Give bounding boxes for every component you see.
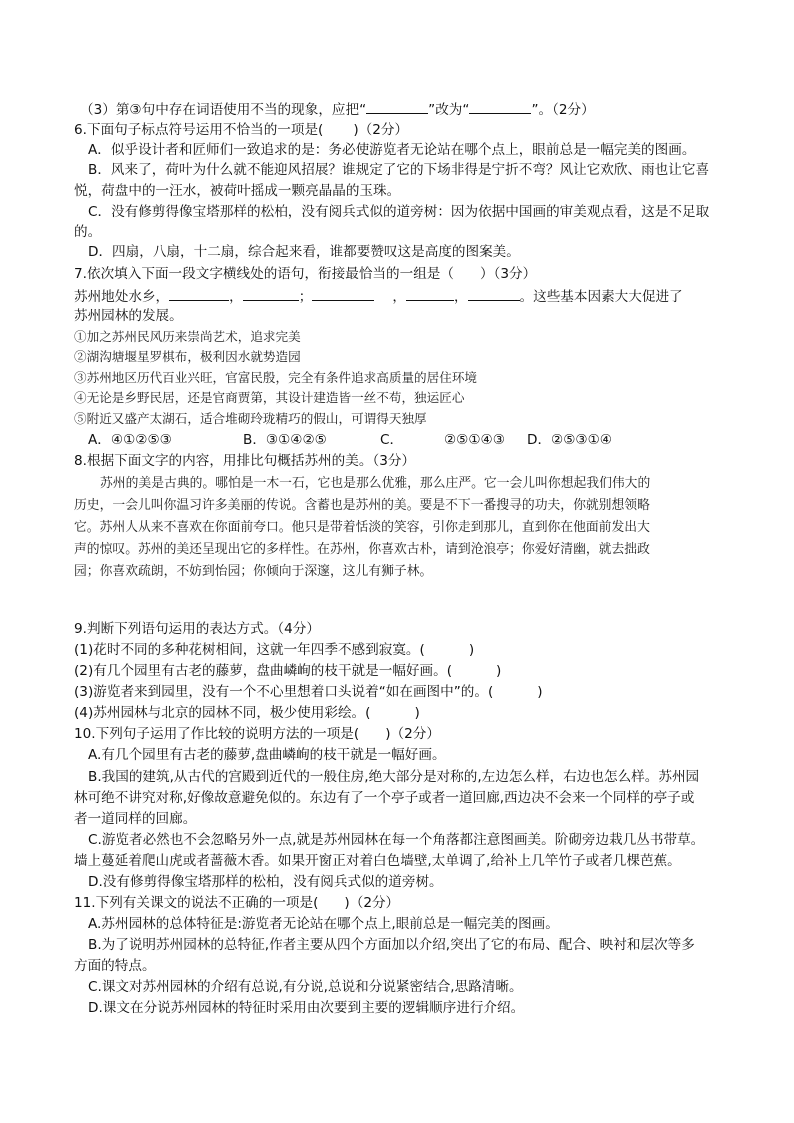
question-11: 11.下列有关课文的说法不正确的一项是( )（2分） — [74, 895, 400, 911]
question-9: 9.判断下列语句运用的表达方式。（4分） — [74, 621, 320, 637]
option-11b-cont: 方面的特点。 — [74, 958, 156, 974]
passage-line: 声的惊叹。苏州的美还呈现出它的多样性。在苏州，你喜欢古朴，请到沧浪亭；你爱好清幽，就去拙政 — [74, 542, 650, 557]
answer-blank[interactable] — [169, 286, 229, 301]
question-9-3: (3)游览者来到园里，没有一个不心里想着口头说着“如在画图中”的。( ) — [74, 684, 543, 700]
option-6c-cont: 的。 — [74, 224, 102, 240]
option-10c-cont: 墙上蔓延着爬山虎或者蔷薇木香。如果开窗正对着白色墙壁,太单调了,给补上几竿竹子或者几棵芭蕉。 — [74, 853, 681, 869]
option-10a: A.有几个园里有古老的藤萝,盘曲嶙峋的枝干就是一幅好画。 — [88, 747, 446, 763]
option-10b-cont: 林可绝不讲究对称,好像故意避免似的。东边有了一个亭子或者一道回廊,西边决不会来一个同样的亭子或 — [74, 790, 695, 806]
question-9-2: (2)有几个园里有古老的藤萝，盘曲嶙峋的枝干就是一幅好画。( ) — [74, 663, 502, 679]
question-7: 7.依次填入下面一段文字横线处的语句，衔接最恰当的一组是（ ）（3分） — [74, 266, 537, 282]
option-6b-cont: 悦，荷盘中的一汪水，被荷叶摇成一颗亮晶晶的玉珠。 — [74, 183, 401, 199]
option-6b: B．风来了，荷叶为什么就不能迎风招展？谁规定了它的下场非得是宁折不弯？风让它欢欣、雨也让它喜 — [88, 162, 710, 178]
option-7b: B．③①④②⑤ — [243, 432, 327, 448]
option-7a: A．④①②⑤③ — [88, 432, 172, 448]
option-7c: C． — [380, 432, 404, 448]
option-11d: D.课文在分说苏州园林的特征时采用由次要到主要的逻辑顺序进行介绍。 — [88, 1000, 525, 1016]
question-10: 10.下列句子运用了作比较的说明方法的一项是( )（2分） — [74, 726, 440, 742]
option-7d: D．②⑤③①④ — [527, 432, 612, 448]
sentence-3: ③苏州地区历代百业兴旺，官富民殷，完全有条件追求高质量的居住环境 — [74, 370, 477, 385]
option-6a: A．似乎设计者和匠师们一致追求的是：务必使游览者无论站在哪个点上，眼前总是一幅完美的图画。 — [88, 142, 696, 158]
question-7-text-cont: 苏州园林的发展。 — [74, 308, 183, 324]
answer-blank[interactable] — [406, 286, 454, 301]
option-11a: A.苏州园林的总体特征是:游览者无论站在哪个点上,眼前总是一幅完美的图画。 — [88, 916, 559, 932]
question-5-3: （3）第③句中存在词语使用不当的现象，应把“ ”改为“ ”。（2分） — [80, 99, 595, 120]
answer-blank[interactable] — [312, 286, 374, 301]
option-11b: B.为了说明苏州园林的总特征,作者主要从四个方面加以介绍,突出了它的布局、配合、映衬和层次等多 — [88, 937, 695, 953]
sentence-1: ①加之苏州民风历来崇尚艺术，追求完美 — [74, 329, 301, 344]
answer-blank[interactable] — [366, 99, 428, 114]
option-7c-value: ②⑤①④③ — [444, 432, 505, 448]
question-9-1: (1)花时不同的多种花树相间，这就一年四季不感到寂寞。( ) — [74, 642, 475, 658]
answer-blank[interactable] — [469, 99, 531, 114]
sentence-4: ④无论是乡野民居，还是官商贾第，其设计建造皆一丝不苟，独运匠心 — [74, 390, 465, 405]
question-6: 6.下面句子标点符号运用不恰当的一项是( )（2分） — [74, 122, 409, 138]
option-10d: D.没有修剪得像宝塔那样的松柏，没有阅兵式似的道旁树。 — [88, 874, 443, 890]
passage-line: 苏州的美是古典的。哪怕是一木一石，它也是那么优雅，那么庄严。它一会儿叫你想起我们伟大的 — [100, 476, 651, 491]
option-6c: C．没有修剪得像宝塔那样的松柏，没有阅兵式似的道旁树：因为依据中国画的审美观点看，这是不足取 — [88, 204, 710, 220]
option-6d: D．四扇，八扇，十二扇，综合起来看，谁都要赞叹这是高度的图案美。 — [88, 244, 520, 260]
question-8: 8.根据下面文字的内容，用排比句概括苏州的美。（3分） — [74, 453, 416, 469]
answer-blank[interactable] — [468, 286, 520, 301]
passage-line: 它。苏州人从来不喜欢在你面前夸口。他只是带着恬淡的笑容，引你走到那儿，直到你在他面前发出大 — [74, 520, 650, 535]
answer-blank[interactable] — [243, 286, 299, 301]
option-10b: B.我国的建筑,从古代的宫殿到近代的一般住房,绝大部分是对称的,左边怎么样，右边也怎么样。苏州园 — [88, 769, 700, 785]
option-10c: C.游览者必然也不会忽略另外一点,就是苏州园林在每一个角落都注意图画美。阶砌旁边栽几丛书带草。 — [88, 832, 705, 848]
question-9-4: (4)苏州园林与北京的园林不同，极少使用彩绘。( ) — [74, 705, 420, 721]
sentence-2: ②湖沟塘堰星罗棋布，极利因水就势造园 — [74, 349, 301, 364]
sentence-5: ⑤附近又盛产太湖石，适合堆砌玲珑精巧的假山，可谓得天独厚 — [74, 411, 427, 426]
question-7-text: 苏州地处水乡， ， ； ， ， 。这些基本因素大大促进了 — [74, 286, 683, 307]
option-11c: C.课文对苏州园林的介绍有总说,有分说,总说和分说紧密结合,思路清晰。 — [88, 979, 523, 995]
passage-line: 历史，一会儿叫你温习许多美丽的传说。含蓄也是苏州的美。要是不下一番搜寻的功夫，你就别想领略 — [74, 498, 650, 513]
passage-line: 园；你喜欢疏朗，不妨到怡园；你倾向于深邃，这儿有狮子林。 — [74, 564, 433, 579]
option-10b-cont: 者一道同样的回廊。 — [74, 811, 197, 827]
